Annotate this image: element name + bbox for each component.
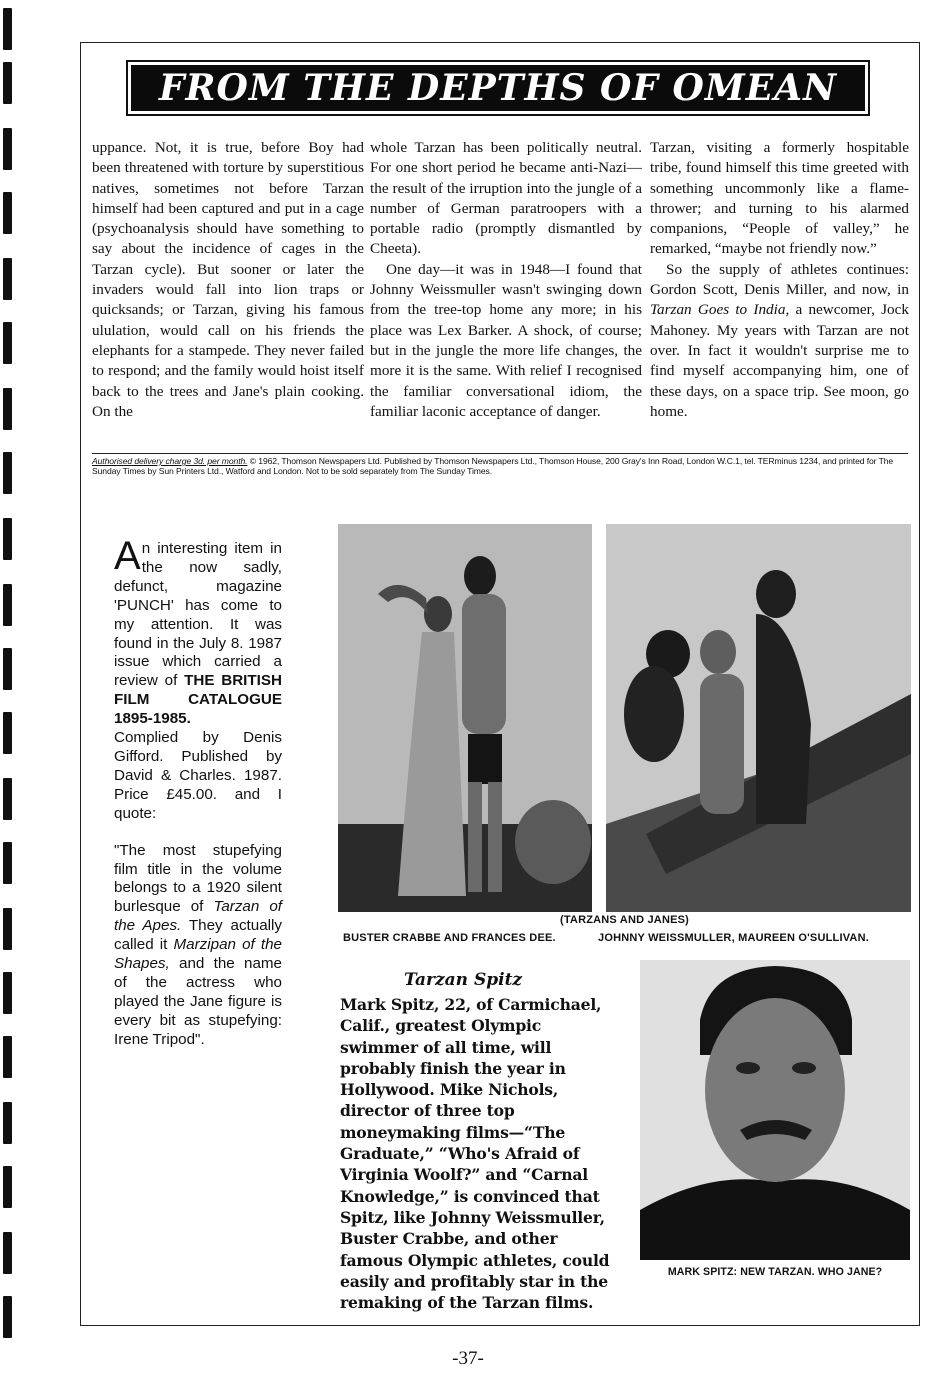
book-title: THE BRITISH FILM CATALOGUE 1895-1985. (114, 672, 282, 728)
article-text: Tarzan, visiting a formerly hospitable tribe, found himself this time greeted with something uncommonly like a flame-thrower; and turning to his alarmed companions, “People of valley,” he remarked, “maybe not friendly now.” (650, 139, 909, 258)
photo-caption-left: BUSTER CRABBE AND FRANCES DEE. (343, 932, 556, 944)
photo-group-caption: (TARZANS AND JANES) (559, 914, 690, 926)
quote-text: "The most stupefying film title in the volume belongs to a 1920 silent burlesque of (114, 841, 282, 916)
page-number: -37- (452, 1348, 484, 1369)
spitz-photo-caption: MARK SPITZ: NEW TARZAN. WHO JANE? (667, 1266, 883, 1278)
divider (92, 453, 908, 454)
photo-mark-spitz (640, 960, 910, 1260)
sidebar-credits: Complied by Denis Gifford. Published by David & Charles. 1987. Price £45.00. and I quote: (114, 729, 282, 822)
spiral-binding (0, 0, 14, 1383)
film-title: Tarzan Goes to India, (650, 301, 790, 319)
article-text: uppance. Not, it is true, before Boy had been threatened with torture by superstitious natives, sometimes not before Tarzan himself had been captured and put in a cage (psychoanalysis should have something to say about the incidence of cages in the Tarzan cycle). But sooner or later the invaders would fall into lion traps or quicksands; or Tarzan, giving his famous ululation, would call on his friends the elephants for a stampede. They never failed to respond; and the family would hoist itself back to the trees and Jane's plain cooking. On the (92, 139, 364, 420)
article-column-2 (370, 138, 642, 422)
imprint-text: © 1962, Thomson Newspapers Ltd. Published by Thomson Newspapers Ltd., Thomson House, 200 Gray's Inn Road, London W.C.1, tel. TERminus 1234, and printed for The Sunday Times by Sun Printers Ltd., Watford and London. Not to be sold separately from The Sunday Times. (92, 456, 894, 476)
photo-weissmuller-osullivan (606, 524, 911, 912)
article-column-1 (92, 138, 364, 422)
headline-title: FROM THE DEPTHS OF OMEAN (131, 65, 865, 111)
photo-caption-right: JOHNNY WEISSMULLER, MAUREEN O'SULLIVAN. (598, 932, 869, 944)
article-text (650, 260, 909, 422)
article-text: One day—it was in 1948—I found that Johnny Weissmuller wasn't swinging down from the tree-top home any more; in his place was Lex Barker. A shock, of course; but in the jungle the more life changes, the more it is the same. With relief I recognised the familiar conversational idiom, the familiar laconic acceptance of danger. (370, 260, 642, 420)
quote-text: and the name of the actress who played the Jane figure is every bit as stupefying: Irene Tripod". (114, 955, 282, 1048)
article-text-part: So the supply of athletes continues: Gordon Scott, Denis Miller, and now, in (650, 260, 909, 299)
quote-text: They actually called it (114, 917, 282, 954)
drop-cap: A (114, 534, 141, 578)
imprint-lead: Authorised delivery charge 3d. per month. (92, 456, 248, 466)
article-column-3 (650, 138, 909, 422)
article-text-part: a newcomer, Jock Mahoney. My years with Tarzan are not over. In fact it wouldn't surprise me to find myself accompanying him, one of these days, on a space trip. See moon, go home. (650, 301, 909, 420)
sidebar-quote (114, 842, 282, 1050)
spitz-heading: Tarzan Spitz (404, 970, 523, 990)
film-title: Marzipan of the Shapes, (114, 936, 282, 973)
film-title: Tarzan of the Apes. (114, 898, 283, 935)
sidebar-note (114, 534, 283, 1050)
headline-banner (126, 60, 870, 116)
photo-crabbe-dee (338, 524, 592, 912)
article-text: whole Tarzan has been politically neutral. For one short period he became anti-Nazi—the result of the irruption into the jungle of a number of German paratroopers with a portable radio (promptly dismantled by Cheeta). (370, 139, 642, 258)
sidebar-text: n interesting item in the now sadly, defunct, magazine 'PUNCH' has come to my attention. It was found in the July 8. 1987 issue which carried a review of (114, 540, 282, 690)
sidebar-intro (114, 534, 282, 729)
spitz-body: Mark Spitz, 22, of Carmichael, Calif., greatest Olympic swimmer of all time, will probably finish the year in Hollywood. Mike Nichols, director of three top moneymaking films—“The Graduate,” “Who's Afraid of Virginia Woolf?” and “Carnal Knowledge,” is convinced that Spitz, like Johnny Weissmuller, Buster Crabbe, and other famous Olympic athletes, could easily and profitably star in the remaking of the Tarzan films. (340, 995, 610, 1313)
publisher-imprint (92, 456, 908, 476)
